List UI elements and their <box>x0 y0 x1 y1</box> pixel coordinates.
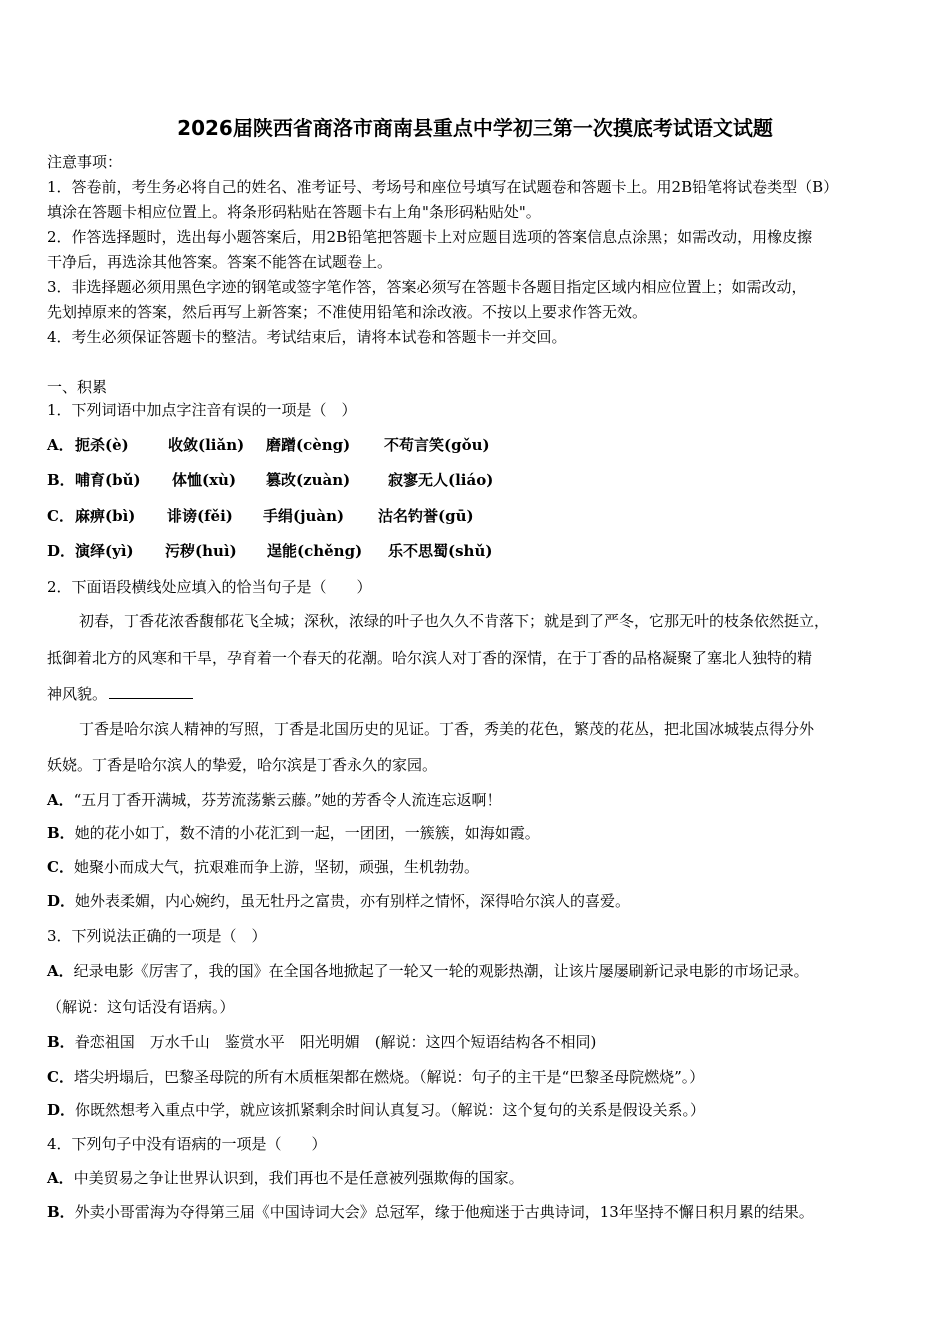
notice-line: 2．作答选择题时，选出每小题答案后，用2B铅笔把答题卡上对应题目选项的答案信息点涂黑；如需改动，用橡皮擦 <box>47 228 813 246</box>
q3-option-a-note: （解说：这句话没有语病。） <box>47 998 235 1016</box>
passage-line: 初春，丁香花浓香馥郁花飞全城；深秋，浓绿的叶子也久久不肯落下；就是到了严冬，它那无叶的枝条依然挺立， <box>79 612 830 630</box>
question-4-stem: 4．下列句子中没有语病的一项是（ ） <box>47 1135 327 1153</box>
section-heading: 一、积累 <box>47 378 108 396</box>
option-label: D． <box>47 1101 76 1119</box>
q1-word: 麻痹(bì) <box>75 507 136 525</box>
q2-option-b <box>47 823 540 843</box>
notice-heading: 注意事项： <box>47 153 123 171</box>
option-label: D． <box>47 892 76 910</box>
option-text: 纪录电影《厉害了，我的国》在全国各地掀起了一轮又一轮的观影热潮，让该片屡屡刷新记录电影的市场记录。 <box>73 962 809 980</box>
passage-line: 抵御着北方的风寒和干旱，孕育着一个春天的花潮。哈尔滨人对丁香的深情，在于丁香的品格凝聚了塞北人独特的精 <box>47 649 813 667</box>
notice-line: 干净后，再选涂其他答案。答案不能答在试题卷上。 <box>47 253 393 271</box>
q3-option-a <box>47 961 809 981</box>
q3-option-d <box>47 1100 705 1120</box>
q1-word: 演绎(yì) <box>75 542 134 560</box>
notice-line: 4．考生必须保证答题卡的整洁。考试结束后，请将本试卷和答题卡一并交回。 <box>47 328 567 346</box>
option-text: 外卖小哥雷海为夺得第三届《中国诗词大会》总冠军，缘于他痴迷于古典诗词，13年坚持不懈日积月累的结果。 <box>74 1203 814 1221</box>
q1-word: 收敛(liǎn) <box>168 436 245 454</box>
question-3-stem: 3．下列说法正确的一项是（ ） <box>47 927 267 945</box>
passage-line: 丁香是哈尔滨人精神的写照，丁香是北国历史的见证。丁香，秀美的花色，繁茂的花丛，把北国冰城装点得分外 <box>79 720 815 738</box>
q1-option-label: C． <box>47 507 74 525</box>
option-label: C． <box>47 858 74 876</box>
option-label: A． <box>47 962 74 980</box>
option-label: B． <box>47 1203 75 1221</box>
notice-line: 先划掉原来的答案，然后再写上新答案；不准使用铅笔和涂改液。不按以上要求作答无效。 <box>47 303 648 321</box>
q1-word: 逞能(chěng) <box>267 542 363 560</box>
q1-word: 不苟言笑(gǒu) <box>384 436 490 454</box>
option-text: 她的花小如丁，数不清的小花汇到一起，一团团，一簇簇，如海如霞。 <box>74 824 540 842</box>
option-text: 中美贸易之争让世界认识到，我们再也不是任意被列强欺侮的国家。 <box>73 1169 524 1187</box>
notice-line: 1．答卷前，考生务必将自己的姓名、准考证号、考场号和座位号填写在试题卷和答题卡上。用2B铅笔将试卷类型（B） <box>47 178 839 196</box>
q1-word: 手绢(juàn) <box>263 507 345 525</box>
option-text: 你既然想考入重点中学，就应该抓紧剩余时间认真复习。（解说：这个复句的关系是假设关系。） <box>75 1101 706 1119</box>
option-text: 她聚小而成大气，抗艰难而争上游，坚韧，顽强，生机勃勃。 <box>73 858 479 876</box>
option-label: A． <box>47 1169 74 1187</box>
q4-option-a <box>47 1168 524 1188</box>
q1-word: 哺育(bǔ) <box>75 471 141 489</box>
q3-option-c <box>47 1067 704 1087</box>
q1-word: 乐不思蜀(shǔ) <box>388 542 493 560</box>
notice-line: 3．非选择题必须用黑色字迹的钢笔或签字笔作答，答案必须写在答题卡各题目指定区域内相应位置上；如需改动， <box>47 278 807 296</box>
page-title: 2026届陕西省商洛市商南县重点中学初三第一次摸底考试语文试题 <box>177 116 773 140</box>
option-text: 塔尖坍塌后，巴黎圣母院的所有木质框架都在燃烧。（解说：句子的主干是“巴黎圣母院燃烧”。） <box>73 1068 705 1086</box>
q1-word: 扼杀(è) <box>75 436 129 454</box>
q1-option-label: A． <box>47 436 74 454</box>
q1-word: 篡改(zuàn) <box>266 471 351 489</box>
q3-option-b <box>47 1032 596 1052</box>
question-1-stem: 1．下列词语中加点字注音有误的一项是（ ） <box>47 401 357 419</box>
option-text: 她外表柔媚，内心婉约，虽无牡丹之富贵，亦有别样之情怀，深得哈尔滨人的喜爱。 <box>75 892 631 910</box>
q2-option-a <box>47 790 501 810</box>
option-label: B． <box>47 1033 75 1051</box>
option-label: B． <box>47 824 75 842</box>
q1-word: 污秽(huì) <box>165 542 237 560</box>
option-label: C． <box>47 1068 74 1086</box>
passage-line: 妖娆。丁香是哈尔滨人的挚爱，哈尔滨是丁香永久的家园。 <box>47 756 438 774</box>
q2-option-d <box>47 891 630 911</box>
option-text: “五月丁香开满城，芬芳流荡紫云藤。”她的芳香令人流连忘返啊！ <box>73 791 502 809</box>
option-label: A． <box>47 791 74 809</box>
q1-word: 寂寥无人(liáo) <box>388 471 494 489</box>
q1-option-label: B． <box>47 471 75 489</box>
answer-blank <box>109 684 193 699</box>
passage-text: 神风貌。 <box>47 685 108 703</box>
q1-word: 诽谤(fěi) <box>167 507 233 525</box>
passage-line-with-blank <box>47 684 193 704</box>
q1-word: 沽名钓誉(gū) <box>378 507 474 525</box>
q4-option-b <box>47 1202 814 1222</box>
q1-option-label: D． <box>47 542 76 560</box>
question-2-stem: 2．下面语段横线处应填入的恰当句子是（ ） <box>47 578 372 596</box>
option-text: 眷恋祖国 万水千山 鉴赏水平 阳光明媚 (解说：这四个短语结构各不相同) <box>74 1033 597 1051</box>
q2-option-c <box>47 857 479 877</box>
q1-word: 体恤(xù) <box>172 471 237 489</box>
notice-line: 填涂在答题卡相应位置上。将条形码粘贴在答题卡右上角"条形码粘贴处"。 <box>47 203 541 221</box>
q1-word: 磨蹭(cèng) <box>266 436 351 454</box>
